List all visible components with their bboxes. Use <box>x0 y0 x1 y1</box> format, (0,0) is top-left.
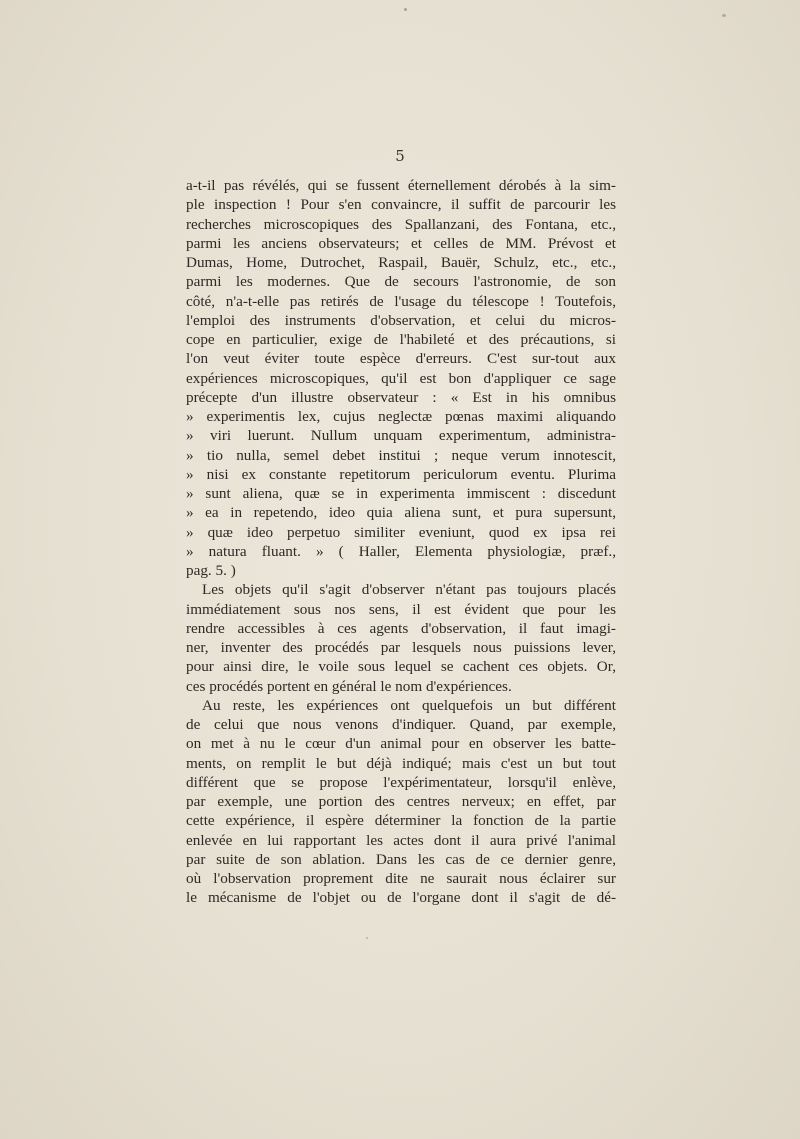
text-line: cette expérience, il espère déterminer la fonction de la partie <box>186 812 616 830</box>
page-body-text <box>186 176 616 908</box>
text-line: parmi les modernes. Que de secours l'astronomie, de son <box>186 273 616 291</box>
text-line: rendre accessibles à ces agents d'observation, il faut imagi- <box>186 619 616 637</box>
paper-speck <box>404 8 407 11</box>
text-line: le mécanisme de l'objet ou de l'organe dont il s'agit de dé- <box>186 889 616 907</box>
text-line: » sunt aliena, quæ se in experimenta immiscent : discedunt <box>186 485 616 502</box>
text-line: » experimentis lex, cujus neglectæ pœnas maximi aliquando <box>186 408 616 425</box>
paper-speck <box>366 937 368 939</box>
text-line: » quæ ideo perpetuo similiter eveniunt, quod ex ipsa rei <box>186 523 616 541</box>
text-line: l'on veut éviter toute espèce d'erreurs. C'est sur-tout aux <box>186 350 616 368</box>
text-line: par suite de son ablation. Dans les cas de ce dernier genre, <box>186 850 616 868</box>
paper-speck <box>722 14 726 17</box>
text-line: côté, n'a-t-elle pas retirés de l'usage du télescope ! Toutefois, <box>186 292 616 310</box>
text-line: ner, inventer des procédés par lesquels nous puissions lever, <box>186 639 616 656</box>
text-line: » nisi ex constante repetitorum periculorum eventu. Plurima <box>186 465 616 483</box>
text-line: immédiatement sous nos sens, il est évident que pour les <box>186 600 616 618</box>
text-line: expériences microscopiques, qu'il est bon d'appliquer ce sage <box>186 369 616 387</box>
text-line: » natura fluant. » ( Haller, Elementa physiologiæ, præf., <box>186 542 616 560</box>
text-line: » viri luerunt. Nullum unquam experimentum, administra- <box>186 427 616 445</box>
text-line: l'emploi des instruments d'observation, et celui du micros- <box>186 311 616 329</box>
text-line: » ea in repetendo, ideo quia aliena sunt, et pura supersunt, <box>186 504 616 522</box>
text-line: cope en particulier, exige de l'habileté et des précautions, si <box>186 331 616 348</box>
text-line: Dumas, Home, Dutrochet, Raspail, Bauër, Schulz, etc., etc., <box>186 254 616 271</box>
text-line: recherches microscopiques des Spallanzani, des Fontana, etc., <box>186 215 616 233</box>
text-line: Les objets qu'il s'agit d'observer n'étant pas toujours placés <box>202 581 616 599</box>
text-line: pour ainsi dire, le voile sous lequel se cachent ces objets. Or, <box>186 658 616 676</box>
text-line: a-t-il pas révélés, qui se fussent éternellement dérobés à la sim- <box>186 177 616 194</box>
text-line: Au reste, les expériences ont quelquefois un but différent <box>202 696 616 714</box>
text-line: précepte d'un illustre observateur : « Est in his omnibus <box>186 388 616 406</box>
text-line: différent que se propose l'expérimentateur, lorsqu'il enlève, <box>186 773 616 791</box>
text-line: ple inspection ! Pour s'en convaincre, il suffit de parcourir les <box>186 196 616 214</box>
text-line: ments, on remplit le but déjà indiqué; mais c'est un but tout <box>186 754 616 772</box>
text-line: » tio nulla, semel debet institui ; neque verum innotescit, <box>186 446 616 464</box>
text-line: parmi les anciens observateurs; et celles de MM. Prévost et <box>186 234 616 252</box>
text-line: par exemple, une portion des centres nerveux; en effet, par <box>186 793 616 810</box>
text-line: enlevée en lui rapportant les actes dont il aura privé l'animal <box>186 831 616 849</box>
text-line: où l'observation proprement dite ne saurait nous éclairer sur <box>186 870 616 887</box>
text-line: on met à nu le cœur d'un animal pour en observer les batte- <box>186 735 616 753</box>
text-line: de celui que nous venons d'indiquer. Quand, par exemple, <box>186 716 616 733</box>
text-line: ces procédés portent en général le nom d'expériences. <box>186 677 512 695</box>
page-number: 5 <box>395 147 405 165</box>
text-line: pag. 5. ) <box>186 562 236 579</box>
